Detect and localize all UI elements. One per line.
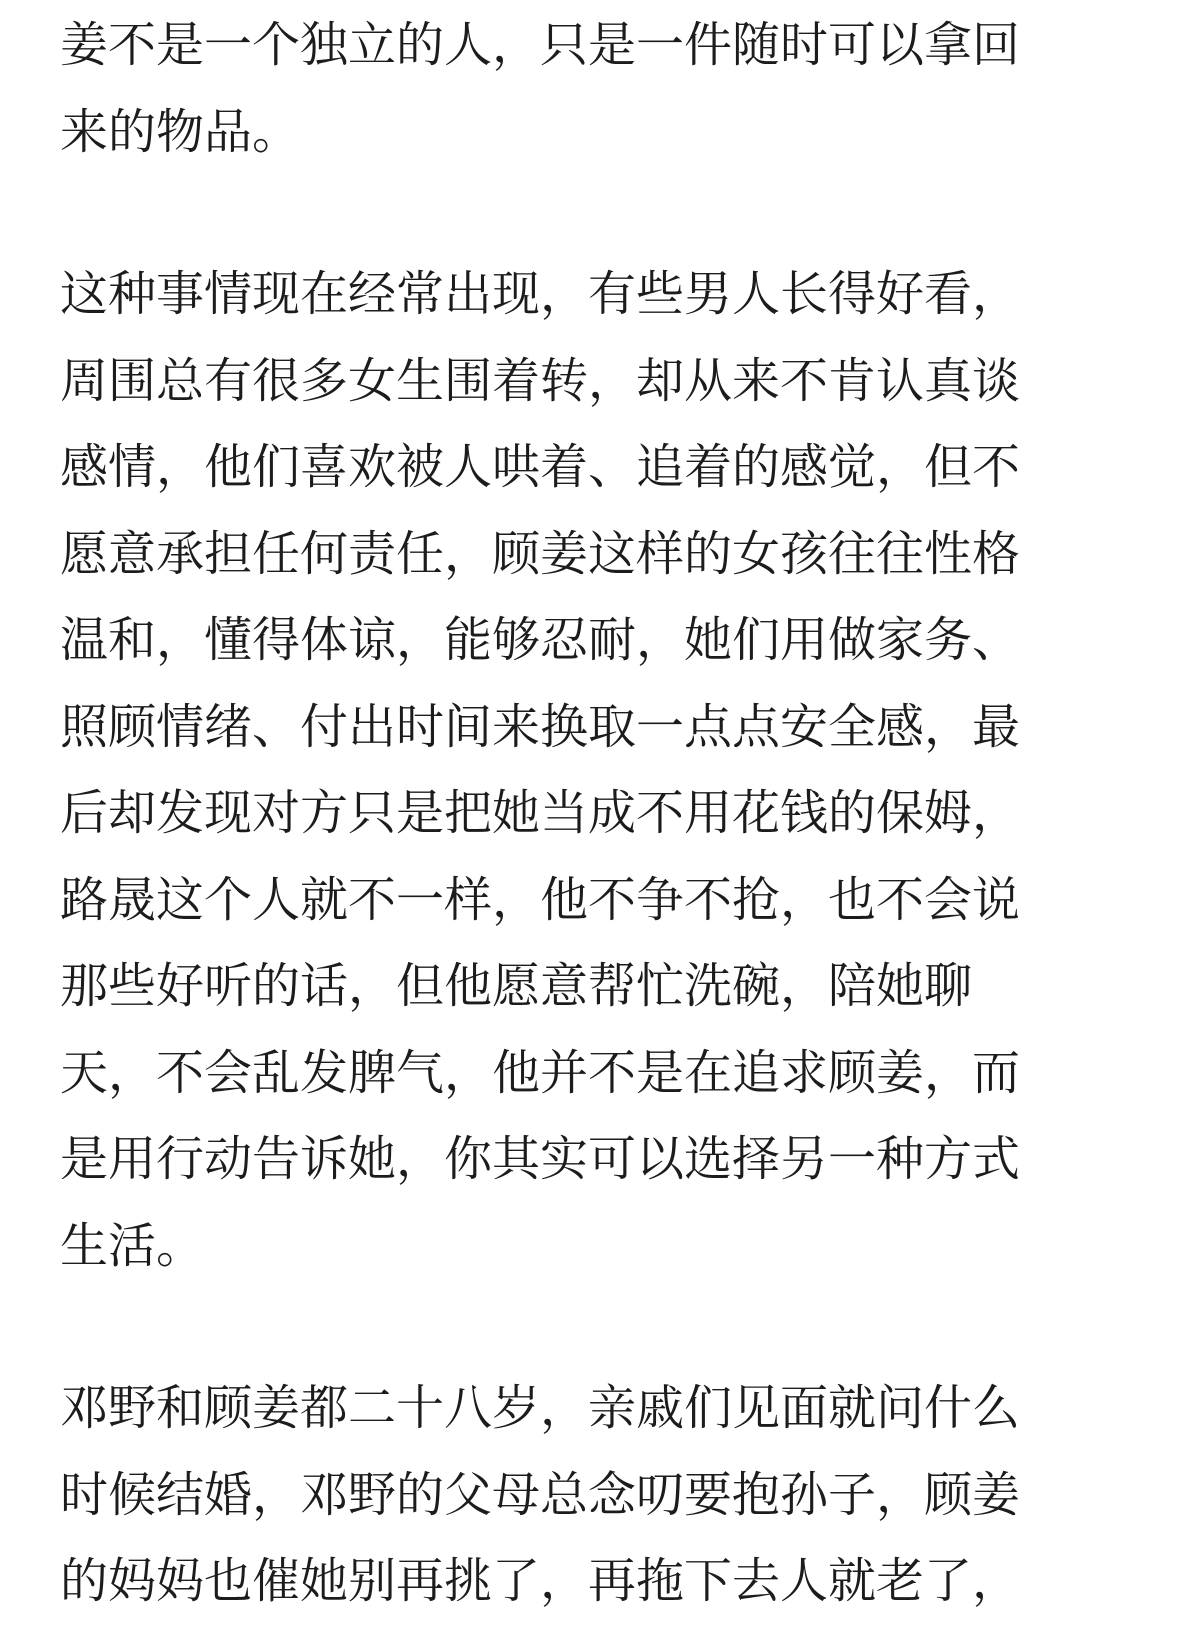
text-line: 照顾情绪、付出时间来换取一点点安全感，最 <box>60 698 1021 755</box>
text-line: 周围总有很多女生围着转，却从来不肯认真谈 <box>60 352 1021 409</box>
text-line: 后却发现对方只是把她当成不用花钱的保姆， <box>60 785 1021 841</box>
text-line: 姜不是一个独立的人，只是一件随时可以拿回 <box>60 17 1021 73</box>
paragraph-1 <box>60 2 1120 175</box>
paragraph-3 <box>60 1365 1120 1625</box>
text-line: 来的物品。 <box>60 103 301 160</box>
paragraph-spacer <box>60 1289 1120 1365</box>
paragraph-2 <box>60 251 1120 1289</box>
text-line: 的妈妈也催她别再挑了，再拖下去人就老了， <box>60 1553 1021 1609</box>
text-line: 邓野和顾姜都二十八岁，亲戚们见面就问什么 <box>60 1380 1021 1436</box>
text-line: 天，不会乱发脾气，他并不是在追求顾姜，而 <box>60 1044 1021 1101</box>
text-line: 愿意承担任何责任，顾姜这样的女孩往往性格 <box>60 525 1021 582</box>
paragraph-spacer <box>60 175 1120 251</box>
text-line: 这种事情现在经常出现，有些男人长得好看， <box>60 266 1021 322</box>
text-line: 感情，他们喜欢被人哄着、追着的感觉，但不 <box>60 439 1021 495</box>
text-line: 那些好听的话，但他愿意帮忙洗碗，陪她聊 <box>60 958 973 1014</box>
text-line: 温和，懂得体谅，能够忍耐，她们用做家务、 <box>60 612 1021 668</box>
text-line: 生活。 <box>60 1217 205 1274</box>
text-line: 路晟这个人就不一样，他不争不抢，也不会说 <box>60 871 1021 928</box>
text-line: 时候结婚，邓野的父母总念叨要抱孙子，顾姜 <box>60 1466 1021 1523</box>
text-line: 是用行动告诉她，你其实可以选择另一种方式 <box>60 1131 1021 1187</box>
article-body <box>60 2 1120 1625</box>
